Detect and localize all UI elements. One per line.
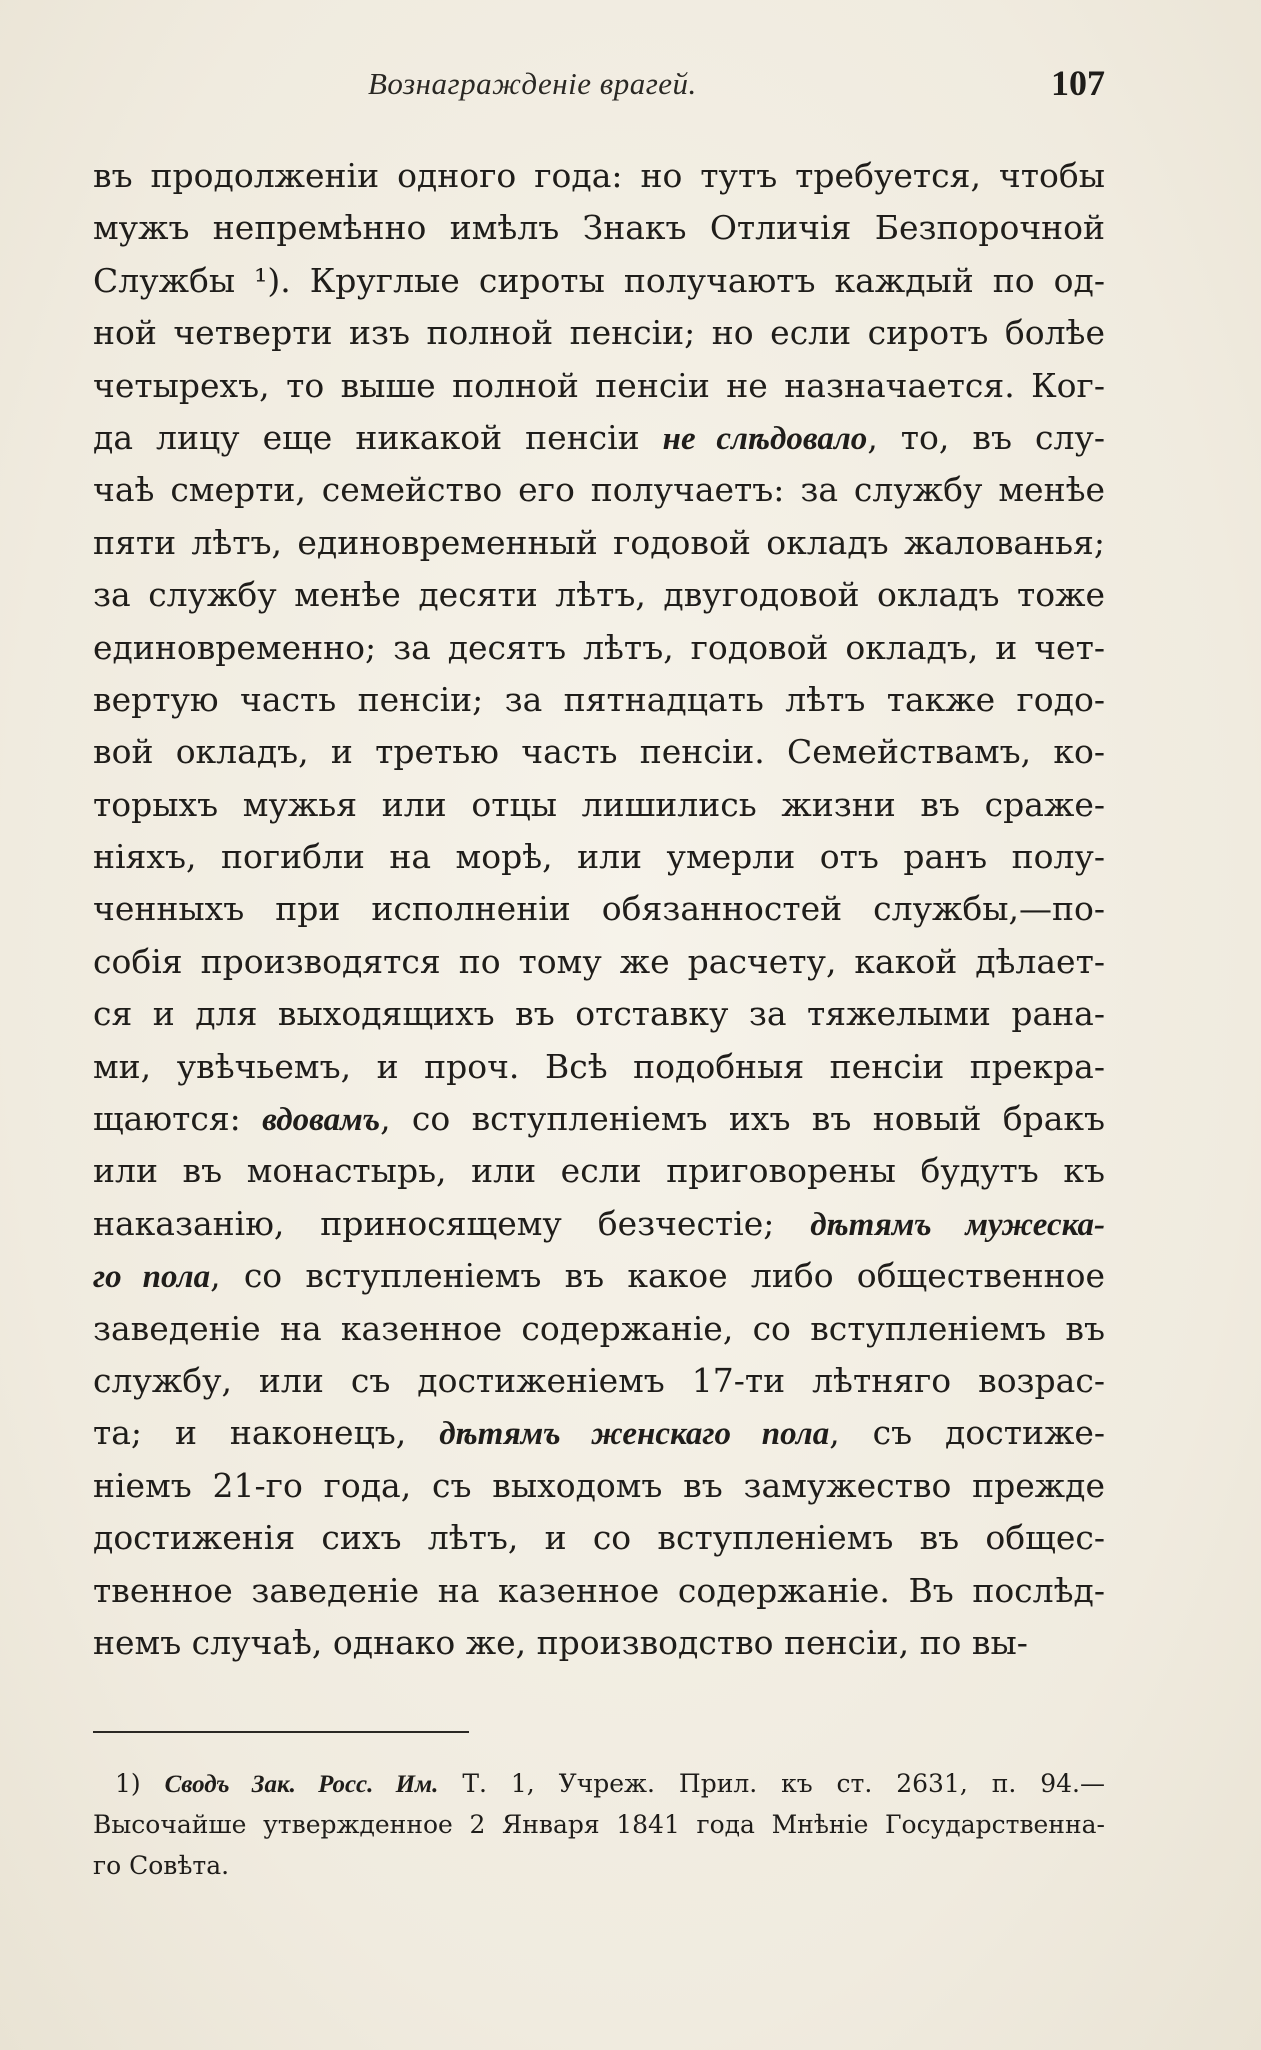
italic-emphasis: дѣтямъ мужеска- bbox=[810, 1206, 1105, 1243]
footnote bbox=[93, 1763, 1105, 1886]
text-run: ся и для выходящихъ въ отставку за тяжелыми рана- bbox=[93, 994, 1105, 1034]
body-text-line bbox=[93, 569, 1105, 621]
body-text-line bbox=[93, 988, 1105, 1040]
text-run: чаѣ смерти, семейство его получаетъ: за службу менѣе bbox=[93, 470, 1105, 510]
body-text-line bbox=[93, 517, 1105, 569]
body-text-line bbox=[93, 202, 1105, 254]
body-text-line bbox=[93, 1093, 1105, 1145]
page-number: 107 bbox=[1051, 63, 1105, 103]
text-run: Службы ¹). Круглые сироты получаютъ каждый по од- bbox=[93, 260, 1105, 300]
text-run: да лицу еще никакой пенсіи bbox=[93, 417, 663, 457]
body-text-line bbox=[93, 1407, 1105, 1459]
text-run: щаются: bbox=[93, 1099, 263, 1139]
body-text-line bbox=[93, 255, 1105, 307]
text-run: ми, увѣчьемъ, и проч. Всѣ подобныя пенсіи прекра- bbox=[93, 1046, 1105, 1086]
body-text-line bbox=[93, 1565, 1105, 1617]
footnote-text-line bbox=[93, 1845, 1105, 1886]
footnote-separator bbox=[93, 1731, 469, 1733]
body-text-line bbox=[93, 1617, 1105, 1669]
text-run: Высочайше утвержденное 2 Января 1841 года Мнѣніе Государственна- bbox=[93, 1810, 1105, 1839]
text-run: , со вступленіемъ въ какое либо общественное bbox=[210, 1256, 1105, 1296]
body-text-line bbox=[93, 360, 1105, 412]
italic-emphasis: Сводъ Зак. Росс. Им. bbox=[164, 1771, 439, 1798]
italic-emphasis: вдовамъ bbox=[262, 1102, 381, 1139]
text-run: , съ достиже- bbox=[829, 1413, 1105, 1453]
text-run: торыхъ мужья или отцы лишились жизни въ сраже- bbox=[93, 784, 1105, 824]
text-run: достиженія сихъ лѣтъ, и со вступленіемъ въ общес- bbox=[93, 1518, 1105, 1558]
body-text-line bbox=[93, 1512, 1105, 1564]
text-run: 1) bbox=[115, 1769, 165, 1798]
text-run: за службу менѣе десяти лѣтъ, двугодовой окладъ тоже bbox=[93, 575, 1105, 615]
text-run: та; и наконецъ, bbox=[93, 1413, 440, 1453]
body-text-line bbox=[93, 883, 1105, 935]
body-text-line bbox=[93, 1355, 1105, 1407]
body-text-line bbox=[93, 1145, 1105, 1197]
italic-emphasis: дѣтямъ женскаго пола bbox=[439, 1416, 830, 1453]
page-header bbox=[93, 62, 1105, 112]
body-text-line bbox=[93, 1460, 1105, 1512]
text-run: немъ случаѣ, однако же, производство пенсіи, по вы- bbox=[93, 1622, 1028, 1662]
body-text-line bbox=[93, 831, 1105, 883]
footnote-text-line bbox=[93, 1804, 1105, 1845]
text-run: единовременно; за десятъ лѣтъ, годовой окладъ, и чет- bbox=[93, 627, 1105, 667]
text-run: собія производятся по тому же расчету, какой дѣлает- bbox=[93, 941, 1105, 981]
text-run: ніяхъ, погибли на морѣ, или умерли отъ ранъ полу- bbox=[93, 837, 1105, 877]
body-text-line bbox=[93, 1303, 1105, 1355]
text-run: въ продолженіи одного года: но тутъ требуется, чтобы bbox=[93, 156, 1105, 195]
text-run: заведеніе на казенное содержаніе, со вступленіемъ въ bbox=[93, 1308, 1105, 1348]
text-run: или въ монастырь, или если приговорены будутъ къ bbox=[93, 1151, 1105, 1191]
text-run: мужъ непремѣнно имѣлъ Знакъ Отличія Безпорочной bbox=[93, 208, 1105, 248]
text-run: , то, въ слу- bbox=[867, 417, 1105, 457]
running-title: Вознагражденіе врагей. bbox=[368, 66, 697, 101]
body-text-line bbox=[93, 412, 1105, 464]
body-text-line bbox=[93, 1198, 1105, 1250]
text-run: наказанію, приносящему безчестіе; bbox=[93, 1203, 811, 1243]
text-run: Т. 1, Учреж. Прил. къ ст. 2631, п. 94.— bbox=[438, 1769, 1105, 1798]
italic-emphasis: не слѣдовало bbox=[662, 420, 868, 457]
body-text-line bbox=[93, 307, 1105, 359]
body-text-line bbox=[93, 1041, 1105, 1093]
body-text-line bbox=[93, 150, 1105, 202]
italic-emphasis: го пола bbox=[93, 1259, 211, 1296]
body-text-line bbox=[93, 464, 1105, 516]
text-run: ной четверти изъ полной пенсіи; но если сиротъ болѣе bbox=[93, 313, 1105, 353]
text-run: вой окладъ, и третью часть пенсіи. Семействамъ, ко- bbox=[93, 732, 1105, 772]
main-text bbox=[93, 150, 1105, 1669]
text-run: , со вступленіемъ ихъ въ новый бракъ bbox=[380, 1099, 1105, 1139]
text-run: ніемъ 21-го года, съ выходомъ въ замужество прежде bbox=[93, 1465, 1105, 1505]
text-run: службу, или съ достиженіемъ 17-ти лѣтняго возрас- bbox=[93, 1360, 1105, 1400]
body-text-line bbox=[93, 779, 1105, 831]
text-run: твенное заведеніе на казенное содержаніе. Въ послѣд- bbox=[93, 1570, 1105, 1610]
body-text-line bbox=[93, 1250, 1105, 1302]
body-text-line bbox=[93, 726, 1105, 778]
text-run: го Совѣта. bbox=[93, 1851, 230, 1880]
text-run: вертую часть пенсіи; за пятнадцать лѣтъ также годо- bbox=[93, 679, 1105, 719]
text-run: пяти лѣтъ, единовременный годовой окладъ жалованья; bbox=[93, 522, 1105, 562]
body-text-line bbox=[93, 936, 1105, 988]
body-text-line bbox=[93, 622, 1105, 674]
text-run: четырехъ, то выше полной пенсіи не назначается. Ког- bbox=[93, 365, 1105, 405]
text-run: ченныхъ при исполненіи обязанностей службы,—по- bbox=[93, 889, 1105, 929]
body-text-line bbox=[93, 674, 1105, 726]
footnote-text-line bbox=[93, 1763, 1105, 1804]
